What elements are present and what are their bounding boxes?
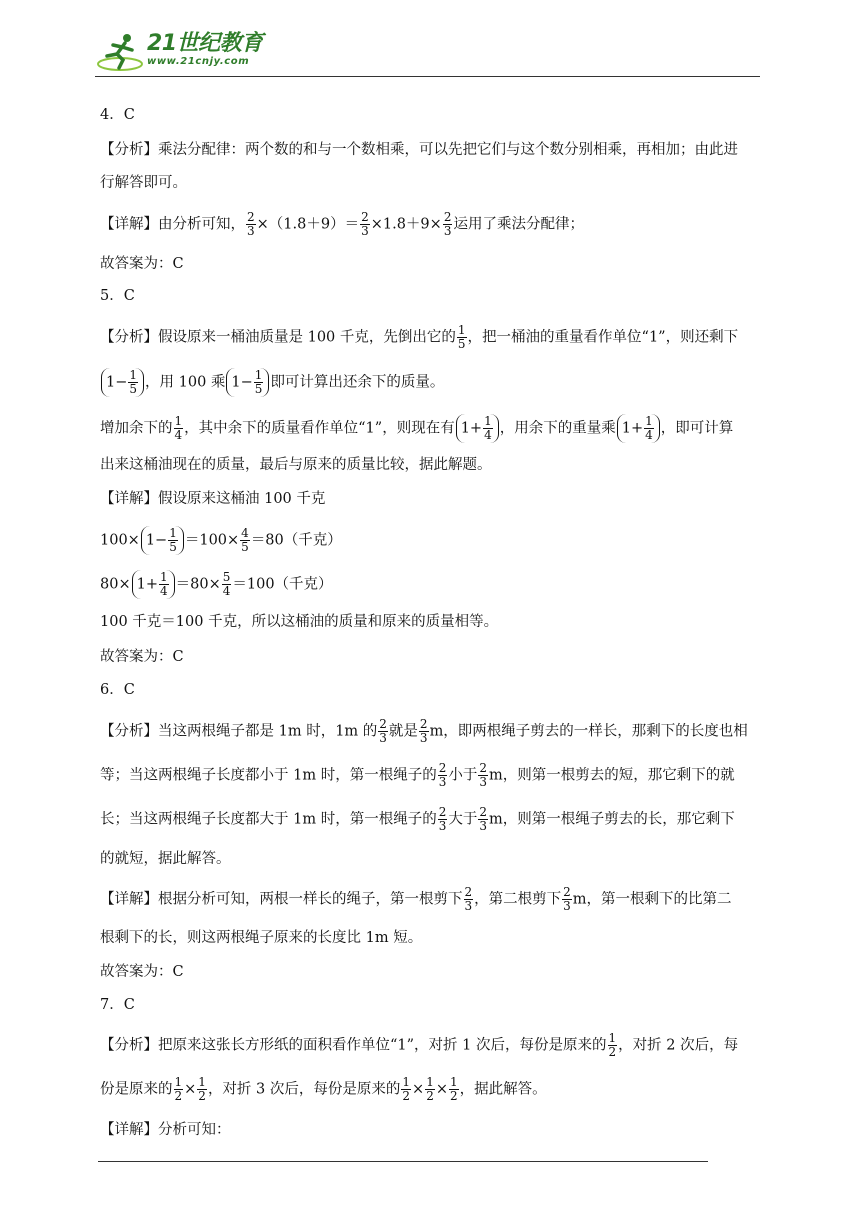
fraction: $\frac{2}{3}$: [419, 717, 428, 745]
q6-analysis-line4: 的就短，据此解答。: [100, 851, 231, 867]
q4-analysis-line1: 【分析】乘法分配律：两个数的和与一个数相乘，可以先把它们与这个数分别相乘，再相加；由此进: [100, 142, 738, 158]
fraction: $\frac{1}{2}$: [449, 1075, 458, 1103]
q5-conclusion: 100 千克＝100 千克，所以这桶油的质量和原来的质量相等。: [100, 614, 499, 630]
fraction: $\frac{1}{5}$: [129, 368, 138, 396]
q5-number: 5．C: [100, 288, 135, 304]
fraction: $\frac{1}{5}$: [457, 323, 466, 351]
q6-analysis-line2: 等；当这两根绳子长度都小于 1m 时，第一根绳子的 $\frac{2}{3}$ 小于 $\frac{2}{3}$ m，则第一根剪去的短，那它剩下的就: [100, 761, 735, 789]
fraction: $\frac{2}{3}$: [361, 210, 369, 238]
fraction: $\frac{5}{4}$: [222, 570, 231, 598]
fraction: $\frac{2}{3}$: [479, 761, 487, 789]
q7-analysis-line2: 份是原来的 $\frac{1}{2}$ × $\frac{1}{2}$ ，对折 3 次后，每份是原来的 $\frac{1}{2}$ × $\frac{1}{2}$ × $\frac{1}{2}$ ，据此解答。: [100, 1075, 547, 1103]
fraction: $\frac{1}{5}$: [169, 526, 177, 554]
q5-calc2: 80× 1+ $\frac{1}{4}$ ＝80× $\frac{5}{4}$ ＝100（千克）: [100, 570, 333, 598]
fraction: $\frac{1}{4}$: [174, 414, 183, 442]
q5-calc1: 100× 1− $\frac{1}{5}$ ＝100× $\frac{4}{5}$ ＝80（千克）: [100, 526, 342, 554]
logo: [95, 30, 263, 74]
parenthesized-expression: 1− $\frac{1}{5}$: [141, 526, 184, 555]
q6-detail-line1: 【详解】根据分析可知，两根一样长的绳子，第一根剪下 $\frac{2}{3}$ ，第二根剪下 $\frac{2}{3}$ m，第一根剩下的比第二: [100, 885, 732, 913]
q4-answer: 故答案为：C: [100, 256, 184, 272]
parenthesized-expression: 1+ $\frac{1}{4}$: [617, 414, 660, 443]
q5-analysis-line1: 【分析】假设原来一桶油质量是 100 千克，先倒出它的 $\frac{1}{5}$ ，把一桶油的重量看作单位“1”，则还剩下: [100, 323, 739, 351]
fraction: $\frac{1}{2}$: [608, 1031, 617, 1059]
q4-number: 4．C: [100, 107, 135, 123]
logo-url: www.21cnjy.com: [147, 56, 250, 67]
fraction: $\frac{2}{3}$: [379, 717, 387, 745]
fraction: $\frac{2}{3}$: [247, 210, 255, 238]
footer-divider: [98, 1161, 708, 1162]
fraction: $\frac{2}{3}$: [438, 761, 447, 789]
runner-logo-icon: [95, 30, 145, 74]
fraction: $\frac{1}{2}$: [426, 1075, 434, 1103]
fraction: $\frac{1}{2}$: [198, 1075, 206, 1103]
q5-analysis-line3: 增加余下的 $\frac{1}{4}$ ，其中余下的质量看作单位“1”，则现在有 1+ $\frac{1}{4}$ ，用余下的重量乘 1+ $\frac{1}{4}$ ，即可计算: [100, 414, 734, 442]
logo-title: 21世纪教育: [147, 31, 263, 56]
fraction: $\frac{2}{3}$: [479, 805, 487, 833]
q6-analysis-line3: 长；当这两根绳子长度都大于 1m 时，第一根绳子的 $\frac{2}{3}$ 大于 $\frac{2}{3}$ m，则第一根绳子剪去的长，那它剩下: [100, 805, 735, 833]
parenthesized-expression: 1+ $\frac{1}{4}$: [456, 414, 499, 443]
q5-answer: 故答案为：C: [100, 649, 184, 665]
header-divider: [95, 76, 760, 77]
fraction: $\frac{1}{4}$: [159, 570, 168, 598]
fraction: $\frac{1}{2}$: [402, 1075, 411, 1103]
q4-analysis-line2: 行解答即可。: [100, 175, 187, 191]
fraction: $\frac{2}{3}$: [438, 805, 447, 833]
q4-detail: 【详解】由分析可知， $\frac{2}{3}$ ×（1.8＋9）＝ $\frac{2}{3}$ ×1.8＋9× $\frac{2}{3}$ 运用了乘法分配律；: [100, 210, 584, 238]
q5-analysis-line2: 1− $\frac{1}{5}$ ，用 100 乘 1− $\frac{1}{5}$ 即可计算出还余下的质量。: [100, 368, 444, 397]
fraction: $\frac{1}{2}$: [174, 1075, 183, 1103]
parenthesized-expression: 1+ $\frac{1}{4}$: [132, 570, 175, 599]
fraction: $\frac{2}{3}$: [443, 210, 452, 238]
q6-analysis-line1: 【分析】当这两根绳子都是 1m 时，1m 的 $\frac{2}{3}$ 就是 $\frac{2}{3}$ m，即两根绳子剪去的一样长，那剩下的长度也相: [100, 717, 748, 745]
fraction: $\frac{2}{3}$: [464, 885, 473, 913]
fraction: $\frac{1}{4}$: [484, 414, 492, 442]
q5-detail: 【详解】假设原来这桶油 100 千克: [100, 491, 326, 507]
fraction: $\frac{1}{4}$: [645, 414, 653, 442]
page-header: [95, 30, 760, 80]
q6-number: 6．C: [100, 682, 135, 698]
fraction: $\frac{4}{5}$: [241, 526, 249, 554]
parenthesized-expression: 1− $\frac{1}{5}$: [101, 368, 144, 397]
fraction: $\frac{2}{3}$: [563, 885, 571, 913]
fraction: $\frac{1}{5}$: [254, 368, 263, 396]
q7-analysis-line1: 【分析】把原来这张长方形纸的面积看作单位“1”，对折 1 次后，每份是原来的 $\frac{1}{2}$ ，对折 2 次后，每: [100, 1031, 739, 1059]
q6-detail-line2: 根剩下的长，则这两根绳子原来的长度比 1m 短。: [100, 930, 423, 946]
q7-detail: 【详解】分析可知：: [100, 1122, 231, 1138]
q5-analysis-line4: 出来这桶油现在的质量，最后与原来的质量比较，据此解题。: [100, 457, 492, 473]
q6-answer: 故答案为：C: [100, 964, 184, 980]
q7-number: 7．C: [100, 997, 135, 1013]
parenthesized-expression: 1− $\frac{1}{5}$: [226, 368, 269, 397]
